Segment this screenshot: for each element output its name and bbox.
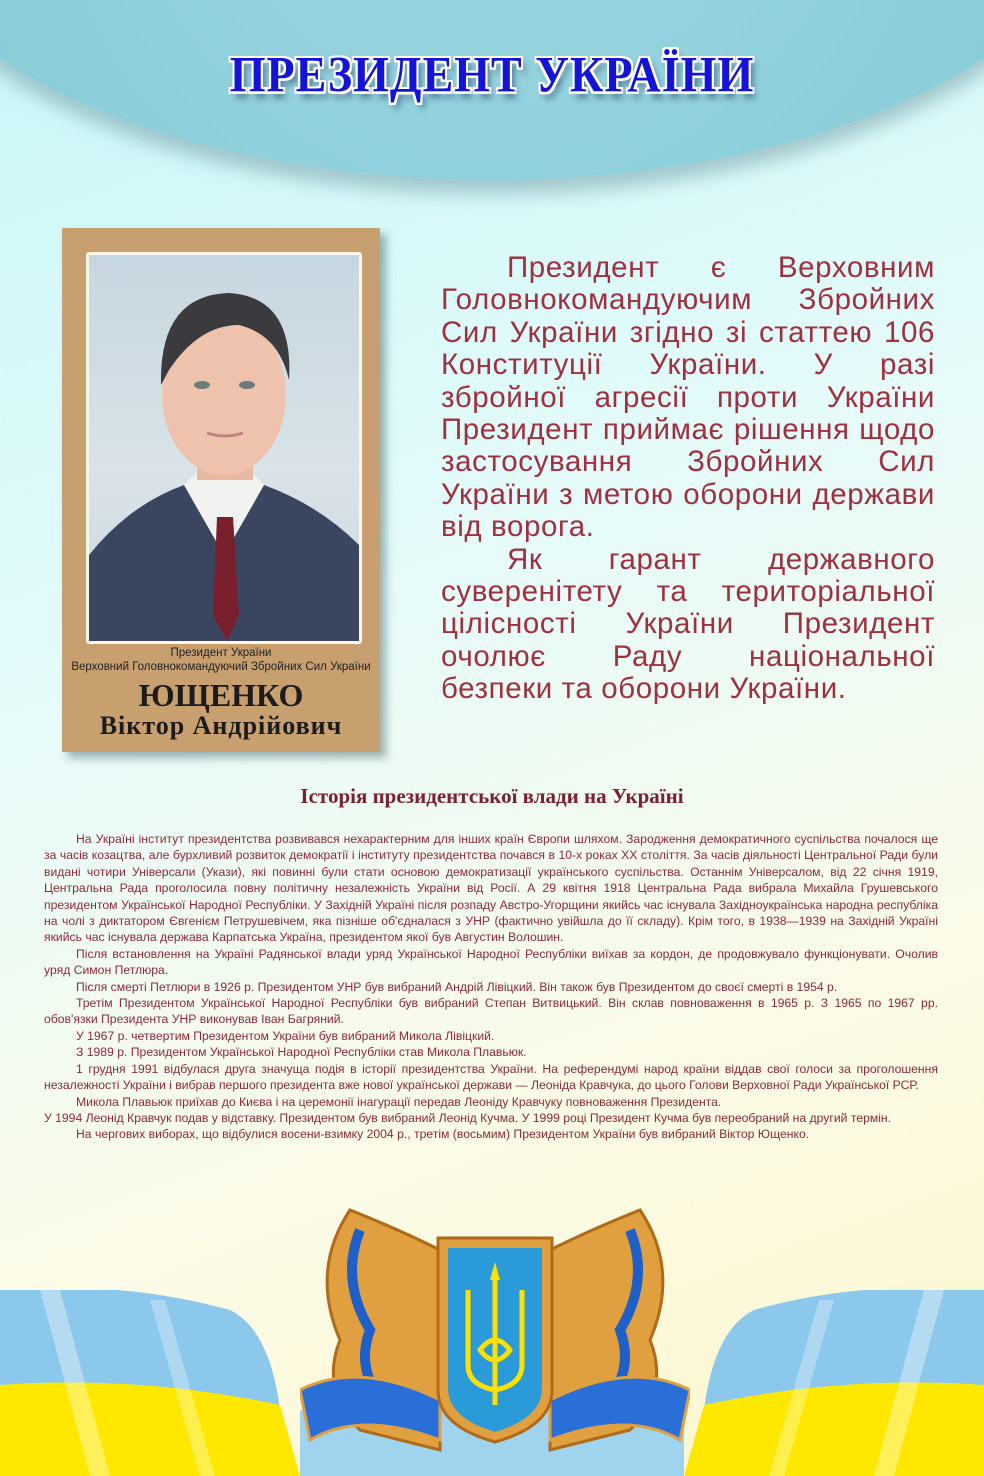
intro-text	[441, 252, 935, 706]
intro-paragraph: Президент є Верховним Головнокомандуючим Збройних Сил України згідно зі статтею 106 Конституції України. У разі збройної агресії проти України Президент приймає рішення щодо застосування Збройних Сил України з метою оборони держави від ворога.	[441, 251, 935, 544]
history-paragraph: Микола Плавьюк приїхав до Києва і на церемонії інагурації передав Леоніду Кравчуку повноваження Президента.	[76, 1094, 722, 1109]
president-surname: ЮЩЕНКО	[138, 677, 304, 713]
intro-paragraph: Як гарант державного суверенітету та територіальної цілісності України Президент очолює Раду національної безпеки та оборони України.	[441, 542, 935, 706]
history-paragraph: Після смерті Петлюри в 1926 р. Президентом УНР був вибраний Андрій Лівіцкий. Він також був Президентом до своєї смерті в 1954 р.	[76, 979, 838, 994]
history-heading: Історія президентської влади на Україні	[300, 784, 684, 808]
history-paragraph: На чергових виборах, що відбулися восени-взимку 2004 р., третім (восьмим) Президентом України був вибраний Віктор Ющенко.	[76, 1127, 810, 1142]
page-title: ПРЕЗИДЕНТ УКРАЇНИ	[229, 46, 755, 103]
portrait-caption	[62, 646, 380, 740]
history-text	[44, 831, 938, 1143]
coat-of-arms-trident-icon	[300, 1190, 690, 1476]
history-paragraph: На Україні інститут президентства розвивався нехарактерним для інших країн Європи шляхом. Зародження демократичного суспільства почалося ще за часів козацтва, але бурхливий розвиток демократії і інституту президентства почався в 10-х роках XX століття. За часів діяльності Центральної Ради були видані чотири Універсали (Укази), які повинні були стати основою демократизації українського суспільства. Останнім Універсалом, від 22 січня 1919, Центральна Рада проголосила повну політичну незалежність України від Росії. А 29 квітня 1918 Центральна Рада вибрала Михайла Грушевського президентом Української Народної Республіки. У Західній Україні після розпаду Австро-Угорщини якийсь час існувала Західноукраїнська народна республіка на чолі з диктатором Євгенієм Петрушевічем, яка пізніше об'єдналася з УНР (фактично увійшла до її складу). Крім того, в 1938—1939 на Західній Україні якийсь час існувала держава Карпатська Україна, президентом якої був Августин Волошин.	[44, 832, 938, 945]
history-paragraph: У 1967 р. четвертим Президентом України був вибраний Микола Лівіцкий.	[76, 1028, 495, 1043]
history-paragraph: У 1994 Леонід Кравчук подав у відставку. Президентом був вибраний Леонід Кучма. У 1999 році Президент Кучма був переобраний на другий термін.	[44, 1110, 892, 1125]
caption-title: Президент України	[170, 647, 272, 659]
portrait-icon	[89, 255, 359, 641]
president-photo	[86, 252, 362, 644]
president-given-names: Віктор Андрійович	[99, 711, 343, 740]
portrait-card	[62, 228, 380, 752]
caption-subtitle: Верховний Головнокомандуючий Збройних Сил України	[71, 661, 371, 673]
history-paragraph: Третім Президентом Української Народної Республіки був вибраний Степан Витвицький. Він склав повноваження в 1965 р. З 1965 по 1967 рр. обов'язки Президента УНР виконував Іван Багряний.	[44, 996, 938, 1027]
history-paragraph: 1 грудня 1991 відбулася друга значуща подія в історії президентства України. На референдумі народ країни віддав свої голоси за проголошення незалежності України і вибрав першого президента вже нової української держави — Леоніда Кравчука, до цього Голови Верховної Ради Української РСР.	[44, 1061, 938, 1093]
history-paragraph: Після встановлення на Україні Радянської влади уряд Української Народної Республіки виїхав за кордон, де продовжувало функціонувати. Очолив уряд Симон Петлюра.	[44, 946, 938, 978]
history-paragraph: З 1989 р. Президентом Української Народної Республіки став Микола Плавьюк.	[76, 1045, 527, 1060]
